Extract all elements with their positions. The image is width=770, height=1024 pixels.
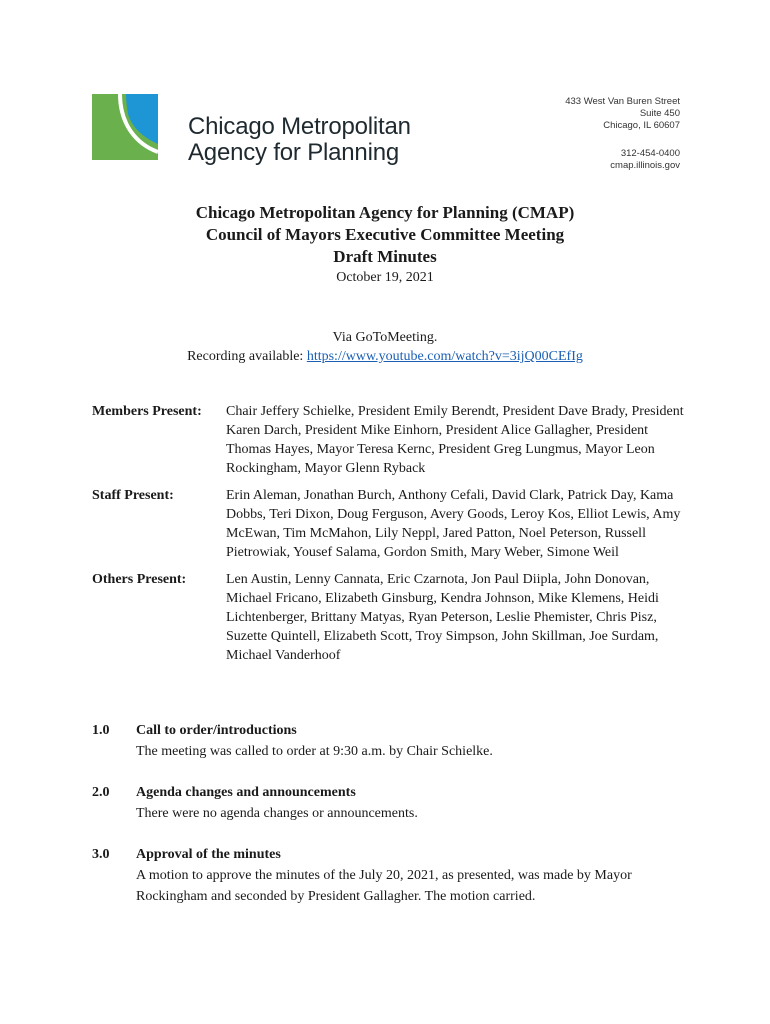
agenda-item-number: 1.0 xyxy=(92,723,110,738)
address-city: Chicago, IL 60607 xyxy=(603,120,680,131)
agenda-item-title: Approval of the minutes xyxy=(136,847,281,862)
attendance-names: Len Austin, Lenny Cannata, Eric Czarnota, Jon Paul Diipla, John Donovan, Michael Fricano, Elizabeth Ginsburg, Kendra Johnson, Mike Klemens, Heidi Lichtenberger, Brittany Matyas, Ryan Peterson, Leslie Phemister, Chris Pisz, Suzette Quintell, Elizabeth Scott, Troy Simpson, John Skillman, Joe Surdam, Michael Vanderhoof xyxy=(226,572,659,663)
address-website: cmap.illinois.gov xyxy=(610,160,680,171)
agenda-item xyxy=(92,844,692,907)
meeting-date: October 19, 2021 xyxy=(336,270,434,285)
attendance-label: Members Present: xyxy=(92,404,202,419)
title-line1: Chicago Metropolitan Agency for Planning (CMAP) xyxy=(195,203,575,222)
recording-label: Recording available: xyxy=(187,349,307,364)
address-phone: 312-454-0400 xyxy=(620,148,680,159)
attendance-row-others xyxy=(92,570,692,665)
attendance-label: Staff Present: xyxy=(92,488,174,503)
meeting-info xyxy=(0,328,770,366)
attendance-label: Others Present: xyxy=(92,572,187,587)
agenda-item-body: There were no agenda changes or announcements. xyxy=(136,806,418,821)
agenda-item-body: The meeting was called to order at 9:30 a.m. by Chair Schielke. xyxy=(136,744,493,759)
attendance-names: Chair Jeffery Schielke, President Emily Berendt, President Dave Brady, President Karen Darch, President Mike Einhorn, President Alice Gallagher, President Thomas Hayes, Mayor Teresa Kernc, President Greg Lungmus, Mayor Leon Rockingham, Mayor Glenn Ryback xyxy=(226,404,684,476)
agenda-item-title: Call to order/introductions xyxy=(136,723,297,738)
address-block xyxy=(565,96,680,172)
org-name-line1: Chicago Metropolitan xyxy=(188,113,411,140)
attendance-row-members xyxy=(92,402,692,478)
org-name-line2: Agency for Planning xyxy=(188,139,400,166)
recording-line xyxy=(0,347,770,366)
cmap-logo-icon xyxy=(92,94,158,160)
document-title xyxy=(0,202,770,288)
title-line2: Council of Mayors Executive Committee Meeting xyxy=(205,225,565,244)
agenda-section xyxy=(92,720,692,927)
address-suite: Suite 450 xyxy=(639,108,680,119)
agenda-item-title: Agenda changes and announcements xyxy=(136,785,356,800)
attendance-section xyxy=(92,402,692,673)
agenda-item xyxy=(92,782,692,824)
agenda-item-body: A motion to approve the minutes of the July 20, 2021, as presented, was made by Mayor Rockingham and seconded by President Gallagher. The motion carried. xyxy=(136,868,632,904)
address-street: 433 West Van Buren Street xyxy=(565,96,680,107)
org-name xyxy=(188,114,411,166)
title-line3: Draft Minutes xyxy=(333,247,437,266)
meeting-via: Via GoToMeeting. xyxy=(332,330,438,345)
attendance-row-staff xyxy=(92,486,692,562)
agenda-item-number: 2.0 xyxy=(92,785,110,800)
agenda-item-number: 3.0 xyxy=(92,847,110,862)
agenda-item xyxy=(92,720,692,762)
attendance-names: Erin Aleman, Jonathan Burch, Anthony Cefali, David Clark, Patrick Day, Kama Dobbs, Teri Dixon, Doug Ferguson, Avery Goods, Leroy Kos, Elliot Lewis, Amy McEwan, Tim McMahon, Lily Neppl, Jared Patton, Noel Peterson, Russell Pietrowiak, Yousef Salama, Gordon Smith, Mary Weber, Simone Weil xyxy=(226,488,681,560)
recording-link[interactable]: https://www.youtube.com/watch?v=3ijQ00CEfIg xyxy=(306,349,583,364)
